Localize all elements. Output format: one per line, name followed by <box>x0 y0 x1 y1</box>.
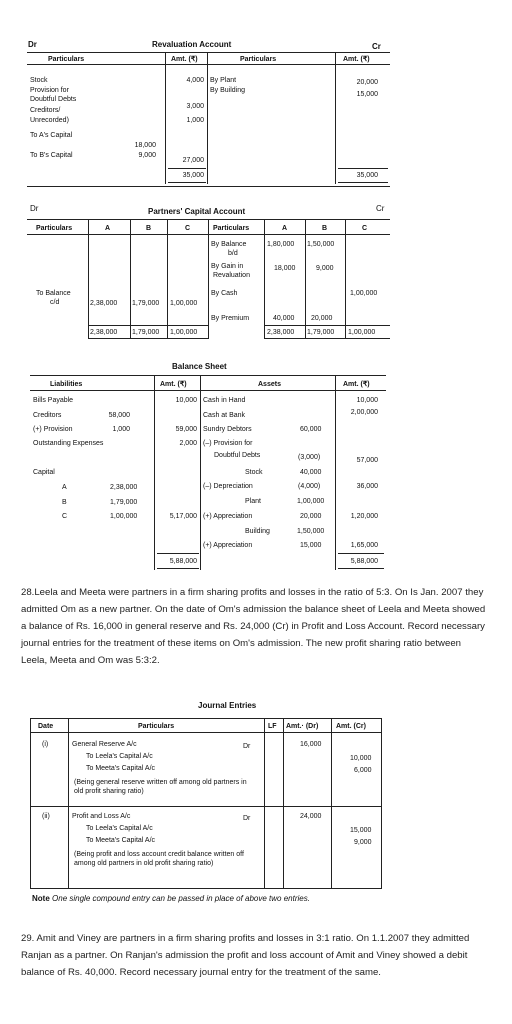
capital-right-b: 20,000 <box>311 315 333 322</box>
journal-line: To Meeta's Capital A/c <box>86 837 156 844</box>
capital-left-item: To Balance <box>36 290 71 297</box>
reval-amt-header-right: Amt. (₹) <box>343 56 370 63</box>
liability-item: Capital <box>33 469 55 476</box>
asset-amt: 2,00,000 <box>350 409 378 416</box>
asset-item: Plant <box>245 498 261 505</box>
asset-mid: 1,00,000 <box>297 498 325 505</box>
journal-lf-header: LF <box>268 723 277 730</box>
asset-mid: 15,000 <box>300 542 322 549</box>
capital-left-c: 1,00,000 <box>170 300 198 307</box>
asset-item: Doubtful Debts <box>214 452 261 459</box>
reval-right-amt: 20,000 <box>356 79 378 86</box>
journal-dr-mark: Dr <box>243 815 251 822</box>
journal-date: (i) <box>42 741 49 748</box>
liability-mid: 1,000 <box>112 426 130 433</box>
capital-total-c-right: 1,00,000 <box>348 329 376 336</box>
capital-right-b: 1,50,000 <box>307 241 335 248</box>
reval-right-item: By Building <box>210 87 246 94</box>
capital-left-b: 1,79,000 <box>132 300 160 307</box>
journal-line: Profit and Loss A/c <box>72 813 131 820</box>
reval-left-item: Unrecorded) <box>30 117 69 124</box>
reval-left-amt: 1,000 <box>186 117 204 124</box>
liability-amt: 5,17,000 <box>169 513 197 520</box>
reval-amt-header: Amt. (₹) <box>171 56 198 63</box>
capital-title: Partners' Capital Account <box>148 207 246 216</box>
note-text: One single compound entry can be passed in place of above two entries. <box>52 894 310 903</box>
liability-amt: 2,000 <box>179 440 197 447</box>
liability-total: 5,88,000 <box>169 558 197 565</box>
capital-right-item: Revaluation <box>213 272 250 279</box>
asset-item: Sundry Debtors <box>203 426 252 433</box>
capital-right-item: By Balance <box>211 241 247 248</box>
cr-label: Cr <box>372 42 381 51</box>
reval-particulars-header-right: Particulars <box>240 56 277 63</box>
capital-col-c: C <box>185 225 191 232</box>
liability-amt: 10,000 <box>175 397 197 404</box>
capital-total-b-right: 1,79,000 <box>307 329 335 336</box>
liability-mid: 58,000 <box>108 412 130 419</box>
bs-amt-header-right: Amt. (₹) <box>343 381 370 388</box>
asset-item: (–) Provision for <box>203 440 253 447</box>
balance-sheet-title: Balance Sheet <box>172 362 227 371</box>
journal-cr-amt: 6,000 <box>354 767 372 774</box>
reval-left-sub: 9,000 <box>138 152 156 159</box>
capital-col-b-right: B <box>322 225 328 232</box>
asset-item: Stock <box>245 469 263 476</box>
capital-right-item: By Premium <box>211 315 250 322</box>
capital-right-b: 9,000 <box>316 265 334 272</box>
liability-amt: 59,000 <box>175 426 197 433</box>
asset-amt: 10,000 <box>356 397 378 404</box>
asset-mid: 40,000 <box>300 469 322 476</box>
reval-particulars-header: Particulars <box>48 56 85 63</box>
journal-narration: (Being profit and loss account credit balance written off among old partners in old profit sharing ratio) <box>74 851 244 867</box>
capital-col-b: B <box>146 225 152 232</box>
asset-mid: 20,000 <box>300 513 322 520</box>
note-label: Note <box>32 894 50 903</box>
liability-item: B <box>62 499 67 506</box>
capital-col-a-right: A <box>282 225 288 232</box>
capital-right-a: 40,000 <box>273 315 295 322</box>
reval-right-total: 35,000 <box>356 172 378 179</box>
asset-mid: (4,000) <box>298 483 321 490</box>
journal-narration: (Being general reserve written off among old partners in old profit sharing ratio) <box>74 779 247 795</box>
journal-dr-amt: 24,000 <box>300 813 322 820</box>
reval-left-amt: 3,000 <box>186 103 204 110</box>
reval-left-item: Creditors/ <box>30 107 61 114</box>
liability-mid: 2,38,000 <box>110 484 138 491</box>
capital-right-item: By Gain in <box>211 263 244 270</box>
note <box>32 894 412 904</box>
capital-total-a: 2,38,000 <box>90 329 118 336</box>
reval-right-amt: 15,000 <box>356 91 378 98</box>
capital-particulars-header: Particulars <box>36 225 73 232</box>
capital-right-a: 18,000 <box>274 265 296 272</box>
reval-left-amt: 27,000 <box>182 157 204 164</box>
asset-mid: 60,000 <box>300 426 322 433</box>
liability-item: Outstanding Expenses <box>33 440 104 447</box>
journal-particulars-header: Particulars <box>138 723 175 730</box>
reval-left-item: Stock <box>30 77 48 84</box>
journal-cr-amt: 15,000 <box>350 827 372 834</box>
capital-total-b: 1,79,000 <box>132 329 160 336</box>
capital-right-a: 1,80,000 <box>267 241 295 248</box>
revaluation-title: Revaluation Account <box>152 40 232 49</box>
asset-item: Cash at Bank <box>203 412 246 419</box>
liability-item: A <box>62 484 67 491</box>
liability-item: (+) Provision <box>33 426 73 433</box>
asset-amt: 1,65,000 <box>350 542 378 549</box>
journal-title: Journal Entries <box>198 701 257 710</box>
capital-right-c: 1,00,000 <box>350 290 378 297</box>
asset-item: Building <box>245 528 270 535</box>
journal-cr-amt: 9,000 <box>354 839 372 846</box>
journal-line: General Reserve A/c <box>72 741 137 748</box>
question-28: 28.Leela and Meeta were partners in a firm sharing profits and losses in the ratio of 5:3. On Is Jan. 2007 they admitted Om as a new partner. On the date of Om's admission the balance sheet of Leela and Meeta showed a balance of Rs. 16,000 in general reserve and Rs. 24,000 (Cr) in Profit and Loss Account. Record necessary journal entries for the treatment of these items on Om's admission. The new profit sharing ratio between Leela, Meeta and Om was 5:3:2. <box>21 587 486 666</box>
reval-left-item: To A's Capital <box>30 132 73 139</box>
asset-item: (–) Depreciation <box>203 483 253 490</box>
asset-mid: 1,50,000 <box>297 528 325 535</box>
dr-label: Dr <box>28 40 37 49</box>
bs-amt-header: Amt. (₹) <box>160 381 187 388</box>
reval-right-item: By Plant <box>210 77 237 84</box>
capital-total-c: 1,00,000 <box>170 329 198 336</box>
reval-left-item: To B's Capital <box>30 152 73 159</box>
dr-label: Dr <box>30 204 39 213</box>
capital-col-a: A <box>105 225 111 232</box>
journal-date-header: Date <box>38 723 54 730</box>
asset-amt: 57,000 <box>356 457 378 464</box>
liabilities-header: Liabilities <box>50 381 83 388</box>
asset-amt: 36,000 <box>356 483 378 490</box>
reval-left-sub: 18,000 <box>134 142 156 149</box>
question-29: 29. Amit and Viney are partners in a firm sharing profits and losses in 3:1 ratio. On 1.1.2007 they admitted Ranjan as a partner. On Ranjan's admission the profit and loss account of Amit and Viney showed a debit balance of Rs. 40,000. Record necessary journal entry for the treatment of the same. <box>21 933 470 978</box>
capital-right-item: b/d <box>228 250 238 257</box>
asset-item: Cash in Hand <box>203 397 246 404</box>
asset-mid: (3,000) <box>298 454 321 461</box>
reval-left-item: Provision for <box>30 87 69 94</box>
liability-mid: 1,79,000 <box>110 499 138 506</box>
journal-cr-amt: 10,000 <box>350 755 372 762</box>
asset-item: (+) Appreciation <box>203 542 253 549</box>
journal-dr-mark: Dr <box>243 743 251 750</box>
assets-header: Assets <box>258 381 281 388</box>
capital-total-a-right: 2,38,000 <box>267 329 295 336</box>
reval-left-amt: 4,000 <box>186 77 204 84</box>
asset-item: (+) Appreciation <box>203 513 253 520</box>
cr-label: Cr <box>376 204 385 213</box>
journal-dr-amt: 16,000 <box>300 741 322 748</box>
liability-mid: 1,00,000 <box>110 513 138 520</box>
reval-left-item: Doubtful Debts <box>30 96 77 103</box>
capital-particulars-header-right: Particulars <box>213 225 250 232</box>
capital-left-a: 2,38,000 <box>90 300 118 307</box>
capital-col-c-right: C <box>362 225 368 232</box>
reval-left-total: 35,000 <box>182 172 204 179</box>
asset-total: 5,88,000 <box>350 558 378 565</box>
journal-line: To Leela's Capital A/c <box>86 825 153 832</box>
asset-amt: 1,20,000 <box>350 513 378 520</box>
capital-left-item: c/d <box>50 299 60 306</box>
liability-item: C <box>62 513 68 520</box>
liability-item: Bills Payable <box>33 397 74 404</box>
journal-dr-header: Amt.· (Dr) <box>286 723 319 730</box>
journal-line: To Meeta's Capital A/c <box>86 765 156 772</box>
journal-line: To Leela's Capital A/c <box>86 753 153 760</box>
journal-cr-header: Amt. (Cr) <box>336 723 366 730</box>
capital-right-item: By Cash <box>211 290 238 297</box>
journal-date: (ii) <box>42 813 50 820</box>
liability-item: Creditors <box>33 412 62 419</box>
